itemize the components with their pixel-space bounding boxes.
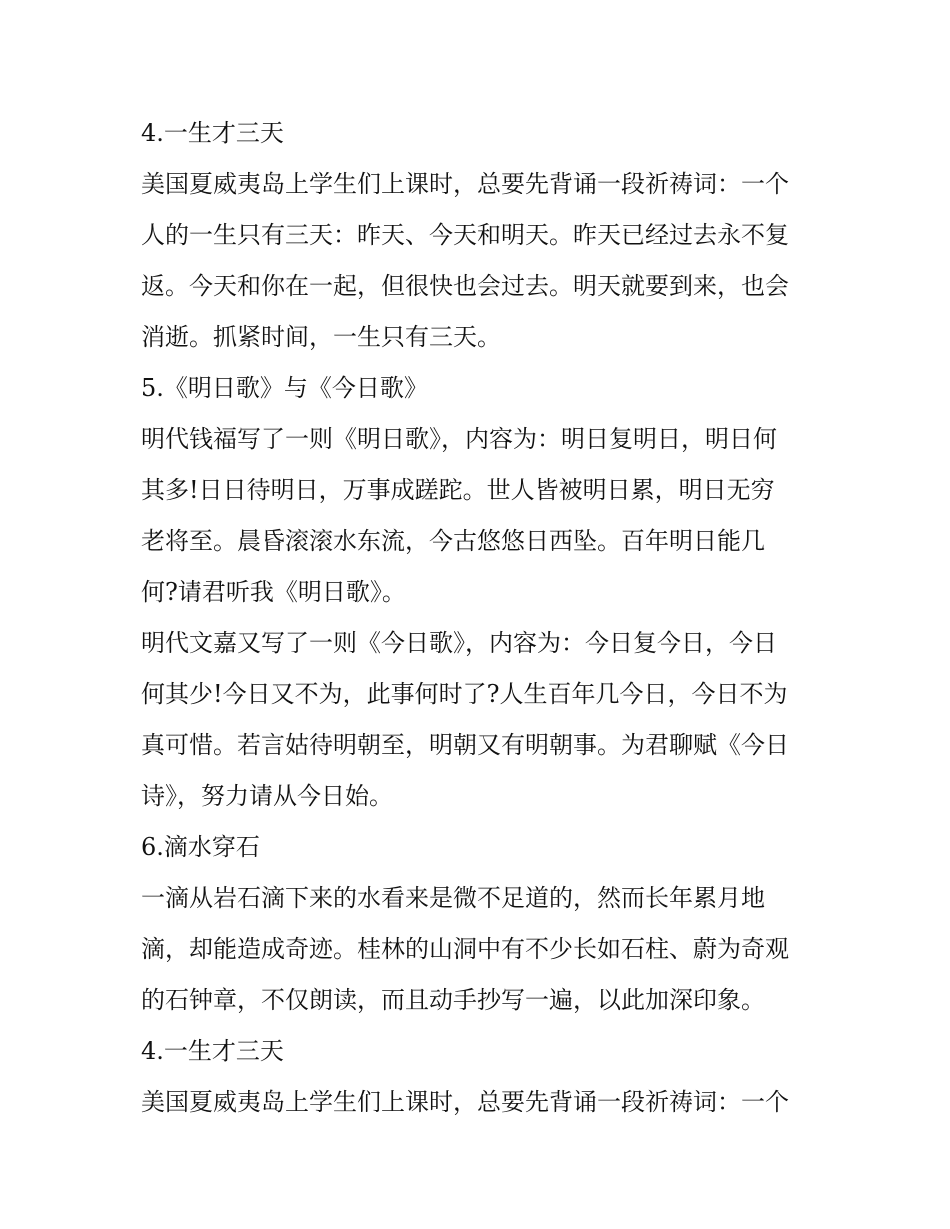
paragraph-line: 美国夏威夷岛上学生们上课时，总要先背诵一段祈祷词：一个 (141, 170, 789, 198)
paragraph-line: 明代文嘉又写了一则《今日歌》，内容为：今日复今日，今日 (141, 629, 777, 657)
paragraph-line: 人的一生只有三天：昨天、今天和明天。昨天已经过去永不复 (141, 221, 789, 249)
paragraph-line: 何其少!今日又不为，此事何时了?人生百年几今日，今日不为 (141, 680, 788, 708)
paragraph-line: 美国夏威夷岛上学生们上课时，总要先背诵一段祈祷词：一个 (141, 1088, 789, 1116)
section-heading: 5.《明日歌》与《今日歌》 (141, 374, 428, 402)
paragraph-line: 的石钟章，不仅朗读，而且动手抄写一遍，以此加深印象。 (141, 986, 765, 1014)
paragraph-line: 滴，却能造成奇迹。桂林的山洞中有不少长如石柱、蔚为奇观 (141, 935, 789, 963)
paragraph-line: 老将至。晨昏滚滚水东流，今古悠悠日西坠。百年明日能几 (141, 527, 765, 555)
paragraph-line: 一滴从岩石滴下来的水看来是微不足道的，然而长年累月地 (141, 884, 765, 912)
section-heading: 4.一生才三天 (141, 119, 284, 147)
paragraph-line: 何?请君听我《明日歌》。 (141, 578, 406, 606)
paragraph-line: 消逝。抓紧时间，一生只有三天。 (141, 323, 501, 351)
paragraph-line: 诗》，努力请从今日始。 (141, 782, 393, 810)
paragraph-line: 明代钱福写了一则《明日歌》，内容为：明日复明日，明日何 (141, 425, 777, 453)
paragraph-line: 真可惜。若言姑待明朝至，明朝又有明朝事。为君聊赋《今日 (141, 731, 789, 759)
section-heading: 6.滴水穿石 (141, 833, 260, 861)
paragraph-line: 返。今天和你在一起，但很快也会过去。明天就要到来，也会 (141, 272, 789, 300)
paragraph-line: 其多!日日待明日，万事成蹉跎。世人皆被明日累，明日无穷 (141, 476, 775, 504)
document-body (141, 108, 821, 1128)
section-heading: 4.一生才三天 (141, 1037, 284, 1065)
